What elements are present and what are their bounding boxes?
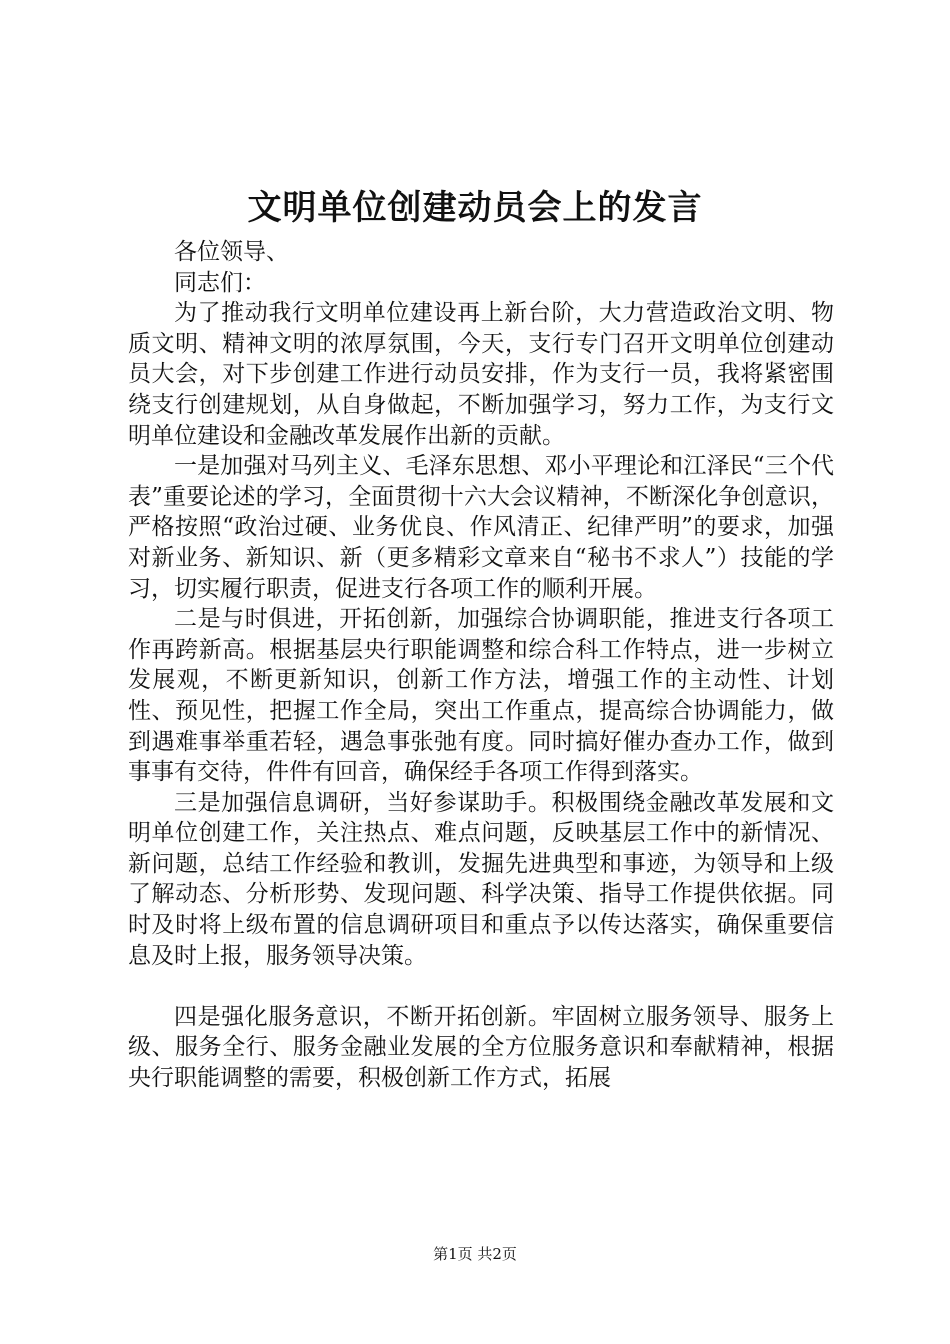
paragraph-point-2: 二是与时俱进，开拓创新，加强综合协调职能，推进支行各项工作再跨新高。根据基层央行职能调整和综合科工作特点，进一步树立发展观，不断更新知识，创新工作方法，增强工作的主动性、计划性、预见性，把握工作全局，突出工作重点，提高综合协调能力，做到遇难事举重若轻，遇急事张弛有度。同时搞好催办查办工作，做到事事有交待，件件有回音，确保经手各项工作得到落实。 [128, 606, 834, 786]
document-body [128, 237, 834, 1094]
salutation-line-1: 各位领导、 [174, 239, 289, 265]
salutation-line-2: 同志们： [174, 269, 266, 296]
paragraph-point-4: 四是强化服务意识，不断开拓创新。牢固树立服务领导、服务上级、服务全行、服务金融业发展的全方位服务意识和奉献精神，根据央行职能调整的需要，积极创新工作方式，拓展 [128, 1003, 834, 1092]
paragraph-point-3: 三是加强信息调研，当好参谋助手。积极围绕金融改革发展和文明单位创建工作，关注热点、难点问题，反映基层工作中的新情况、新问题，总结工作经验和教训，发掘先进典型和事迹，为领导和上级了解动态、分析形势、发现问题、科学决策、指导工作提供依据。同时及时将上级布置的信息调研项目和重点予以传达落实，确保重要信息及时上报，服务领导决策。 [128, 789, 834, 969]
paragraph-point-1: 一是加强对马列主义、毛泽东思想、邓小平理论和江泽民“三个代表”重要论述的学习，全面贯彻十六大会议精神，不断深化争创意识，严格按照“政治过硬、业务优良、作风清正、纪律严明”的要求，加强对新业务、新知识、新（更多精彩文章来自“秘书不求人”）技能的学习，切实履行职责，促进支行各项工作的顺利开展。 [128, 453, 834, 602]
page-footer: 第1页 共2页 [433, 1245, 517, 1263]
paragraph-intro: 为了推动我行文明单位建设再上新台阶，大力营造政治文明、物质文明、精神文明的浓厚氛围，今天，支行专门召开文明单位创建动员大会，对下步创建工作进行动员安排，作为支行一员，我将紧密围绕支行创建规划，从自身做起，不断加强学习，努力工作，为支行文明单位建设和金融改革发展作出新的贡献。 [128, 300, 834, 449]
document-title: 文明单位创建动员会上的发言 [247, 188, 703, 228]
